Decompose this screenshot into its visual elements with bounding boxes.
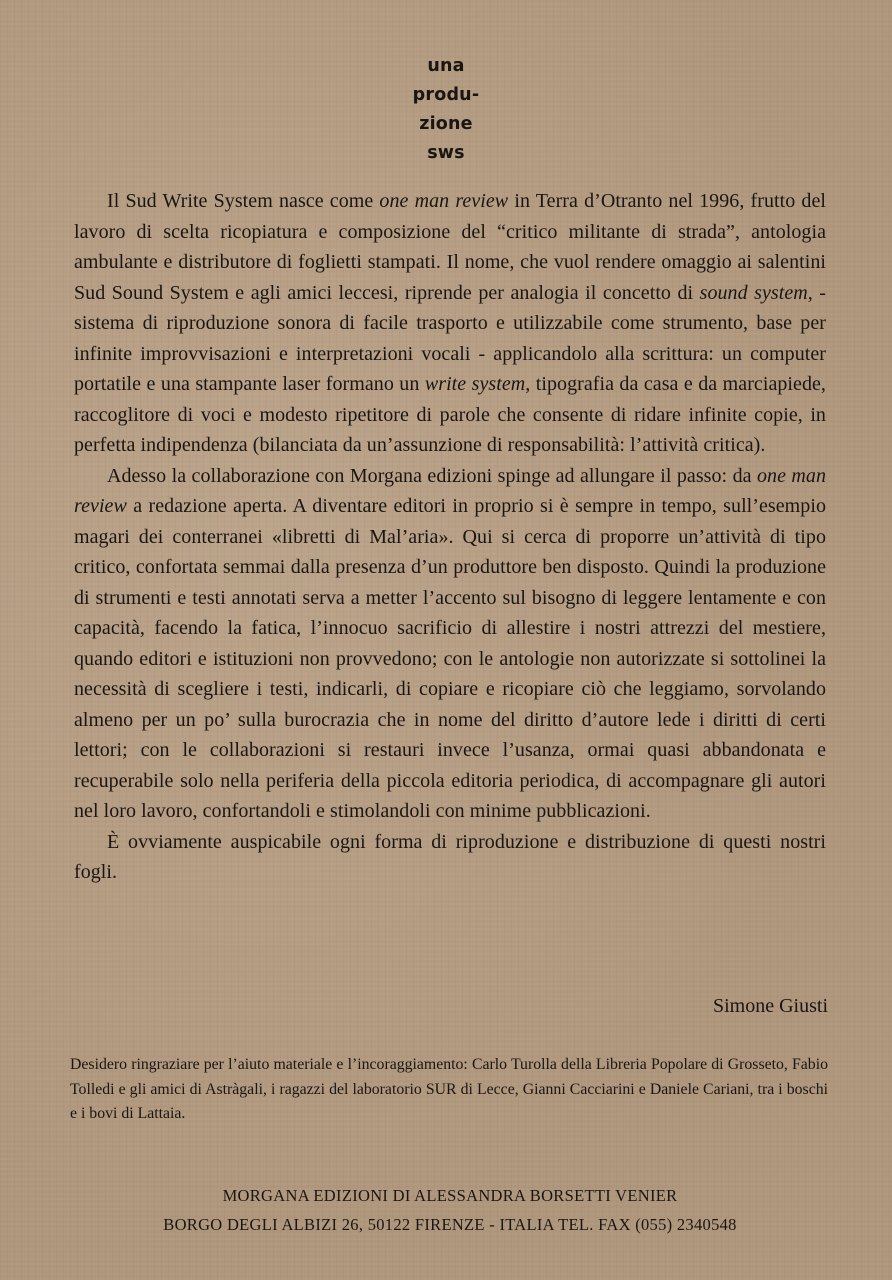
series-heading [380,52,512,168]
paragraph-2 [74,461,826,827]
italic-text: write system [424,373,526,395]
heading-line: sws [427,143,465,163]
publisher-address: BORGO DEGLI ALBIZI 26, 50122 FIRENZE - ITALIA TEL. FAX (055) 2340548 [163,1215,737,1234]
heading-line: produ- [412,85,480,105]
heading-line: zione [419,114,473,134]
text-run: , tipografia da casa e da marciapiede, raccoglitore di voci e modesto ripetitore di parole che consente di ridare infinite copie, in perfetta indipendenza (bilanciata da un’assunzione di responsabilità: l’attività critica). [74,373,826,456]
publisher-name: MORGANA EDIZIONI DI ALESSANDRA BORSETTI VENIER [222,1186,678,1205]
text-run: - sistema di riproduzione sonora di facile trasporto e utilizzabile come strumento, base per infinite improvvisazioni e interpretazioni vocali - applicandolo alla scrittura: un computer portatile e una stampante laser formano un [74,281,826,395]
text-run: Adesso la collaborazione con Morgana edizioni spinge ad allungare il passo: da [107,464,757,487]
text-run: in Terra d’Otranto nel 1996, frutto del lavoro di scelta ricopiatura e composizione del “critico militante di strada”, antologia ambulante e distributore di foglietti stampati. Il nome, che vuol rendere omaggio ai salentini Sud Sound System e agli amici leccesi, riprende per analogia il concetto di [74,190,826,304]
body-text [74,186,826,888]
paragraph-1 [74,186,826,461]
text-run: a redazione aperta. A diventare editori in proprio si è sempre in tempo, sull’esempio magari dei conterranei «libretti di Mal’aria». Qui si cerca di proporre un’attività di tipo critico, confortata semmai dalla presenza d’un produttore ben disposto. Quindi la produzione di strumenti e testi annotati serva a metter l’accento sul bisogno di leggere lentamente e con capacità, facendo la fatica, l’innocuo sacrificio di allestire i nostri attrezzi del mestiere, quando editori e istituzioni non provvedono; con le antologie non autorizzate si sottolinei la necessità di scegliere i testi, indicarli, di copiare e ricopiare ciò che leggiamo, sorvolando almeno per un po’ sulla burocrazia che in nome del diritto d’autore lede i diritti di certi lettori; con le collaborazioni si restauri invece l’usanza, ormai quasi abbandonata e recuperabile solo nella periferia della piccola editoria periodica, di accompagnare gli autori nel loro lavoro, confortandoli e stimolandoli con minime pubblicazioni. [74,495,826,822]
italic-text: one man review [379,190,509,212]
publisher-info [100,1181,800,1239]
acknowledgements: Desidero ringraziare per l’aiuto materiale e l’incoraggiamento: Carlo Turolla della Libreria Popolare di Grosseto, Fabio Tolledi e gli amici di Astràgali, i ragazzi del laboratorio SUR di Lecce, Gianni Cacciarini e Daniele Cariani, tra i boschi e i bovi di Lattaia. [70,1056,828,1122]
text-run: È ovviamente auspicabile ogni forma di riproduzione e distribuzione di questi nostri fogli. [74,830,826,883]
text-run: Il Sud Write System nasce come [107,190,380,212]
italic-text: one man review [74,464,827,517]
heading-line: una [427,56,465,76]
paragraph-3 [74,827,826,888]
author-signature: Simone Giusti [712,995,828,1017]
italic-text: sound system, [699,281,813,304]
